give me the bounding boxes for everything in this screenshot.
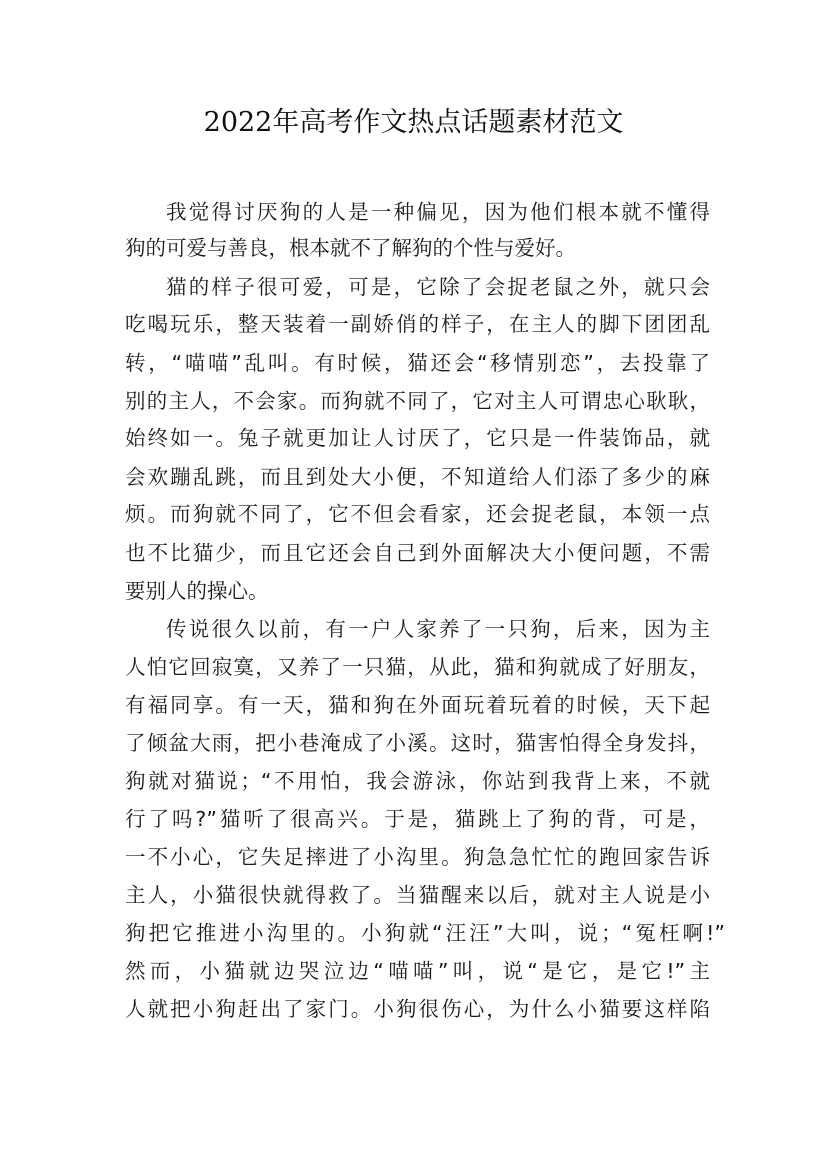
paragraph-line: 会欢蹦乱跳，而且到处大小便，不知道给人们添了多少的麻 (125, 465, 710, 489)
paragraph-line: 要别人的操心。 (125, 579, 269, 603)
paragraph-line: 了倾盆大雨，把小巷淹成了小溪。这时，猫害怕得全身发抖， (125, 731, 710, 755)
paragraph-line: 人就把小狗赶出了家门。小狗很伤心，为什么小猫要这样陷 (125, 997, 710, 1021)
paragraph-line: 一不小心，它失足摔进了小沟里。狗急急忙忙的跑回家告诉 (125, 845, 710, 869)
paragraph-line: 狗的可爱与善良，根本就不了解狗的个性与爱好。 (125, 236, 576, 260)
paragraph-line: 然而，小猫就边哭泣边“喵喵”叫，说“是它，是它!”主 (125, 959, 710, 983)
paragraph-line: 吃喝玩乐，整天装着一副娇俏的样子，在主人的脚下团团乱 (125, 312, 710, 336)
paragraph-line: 人怕它回寂寞，又养了一只猫，从此，猫和狗就成了好朋友， (125, 655, 710, 679)
paragraph-line: 别的主人，不会家。而狗就不同了，它对主人可谓忠心耿耿， (125, 389, 710, 413)
paragraph-line: 狗把它推进小沟里的。小狗就“汪汪”大叫，说；“冤枉啊!” (125, 921, 725, 945)
paragraph-line: 也不比猫少，而且它还会自己到外面解决大小便问题，不需 (125, 541, 710, 565)
paragraph-line: 我觉得讨厌狗的人是一种偏见，因为他们根本就不懂得 (166, 200, 710, 224)
paragraph-line: 传说很久以前，有一户人家养了一只狗，后来，因为主 (166, 617, 710, 641)
paragraph-line: 狗就对猫说；“不用怕，我会游泳，你站到我背上来，不就 (125, 769, 710, 793)
paragraph-line: 烦。而狗就不同了，它不但会看家，还会捉老鼠，本领一点 (125, 502, 710, 526)
paragraph-line: 主人，小猫很快就得救了。当猫醒来以后，就对主人说是小 (125, 883, 710, 907)
paragraph-line: 行了吗?”猫听了很高兴。于是，猫跳上了狗的背，可是， (125, 807, 710, 831)
paragraph-line: 始终如一。兔子就更加让人讨厌了，它只是一件装饰品，就 (125, 426, 710, 450)
document-title: 2022年高考作文热点话题素材范文 (203, 107, 624, 138)
paragraph-line: 转，“喵喵”乱叫。有时候，猫还会“移情别恋”，去投靠了 (125, 351, 710, 375)
paragraph-line: 猫的样子很可爱，可是，它除了会捉老鼠之外，就只会 (166, 275, 710, 299)
paragraph-line: 有福同享。有一天，猫和狗在外面玩着玩着的时候，天下起 (125, 693, 710, 717)
